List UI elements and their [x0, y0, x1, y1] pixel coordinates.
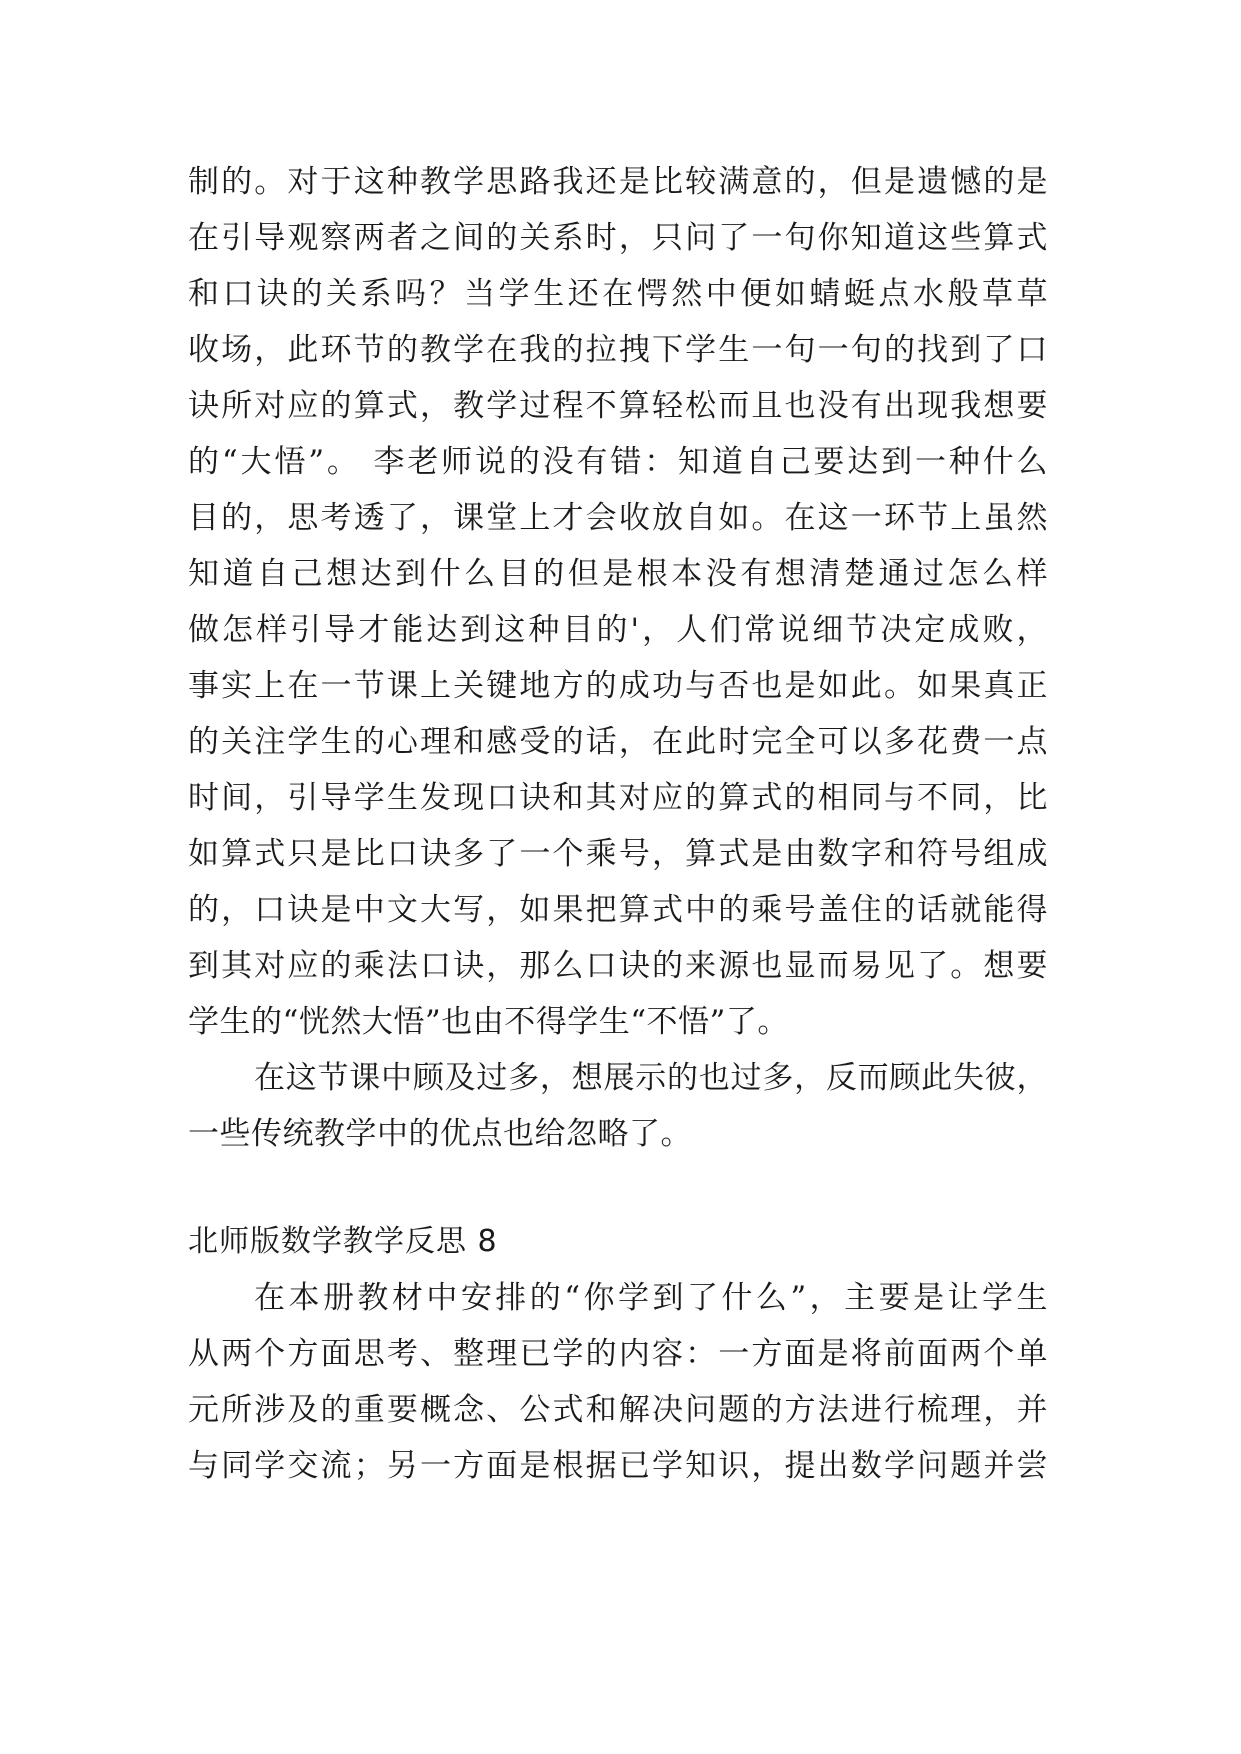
paragraph-line: 在这节课中顾及过多，想展示的也过多，反而顾此失彼， [254, 1060, 1048, 1096]
paragraph-line: 从两个方面思考、整理已学的内容：一方面是将前面两个单 [188, 1336, 1048, 1372]
paragraph-line: 收场，此环节的教学在我的拉拽下学生一句一句的找到了口 [188, 332, 1048, 368]
section-heading: 北师版数学教学反思 8 [188, 1224, 498, 1259]
paragraph-line: 的“大悟”。 李老师说的没有错：知道自己要达到一种什么 [188, 444, 1048, 480]
paragraph-line: 的，口诀是中文大写，如果把算式中的乘号盖住的话就能得 [188, 892, 1048, 928]
paragraph-line: 在引导观察两者之间的关系时，只问了一句你知道这些算式 [188, 220, 1048, 256]
paragraph-line: 时间，引导学生发现口诀和其对应的算式的相同与不同，比 [188, 780, 1048, 816]
paragraph-line: 到其对应的乘法口诀，那么口诀的来源也显而易见了。想要 [188, 948, 1048, 984]
paragraph-line: 一些传统教学中的优点也给忽略了。 [188, 1116, 692, 1152]
paragraph-line: 做怎样引导才能达到这种目的'，人们常说细节决定成败， [188, 612, 1048, 648]
paragraph-line: 制的。对于这种教学思路我还是比较满意的，但是遗憾的是 [188, 164, 1048, 200]
paragraph-line: 的关注学生的心理和感受的话，在此时完全可以多花费一点 [188, 724, 1048, 760]
paragraph-line: 诀所对应的算式，教学过程不算轻松而且也没有出现我想要 [188, 388, 1048, 424]
paragraph-line: 如算式只是比口诀多了一个乘号，算式是由数字和符号组成 [188, 836, 1048, 872]
paragraph-line: 元所涉及的重要概念、公式和解决问题的方法进行梳理，并 [188, 1392, 1048, 1428]
paragraph-line: 学生的“恍然大悟”也由不得学生“不悟”了。 [188, 1004, 789, 1040]
paragraph-line: 知道自己想达到什么目的但是根本没有想清楚通过怎么样 [188, 556, 1048, 592]
paragraph-line: 在本册教材中安排的“你学到了什么”，主要是让学生 [254, 1280, 1048, 1316]
paragraph-line: 目的，思考透了，课堂上才会收放自如。在这一环节上虽然 [188, 500, 1048, 536]
paragraph-line: 和口诀的关系吗？当学生还在愕然中便如蜻蜓点水般草草 [188, 276, 1048, 312]
paragraph-line: 事实上在一节课上关键地方的成功与否也是如此。如果真正 [188, 668, 1048, 704]
paragraph-line: 与同学交流；另一方面是根据已学知识，提出数学问题并尝 [188, 1448, 1048, 1484]
